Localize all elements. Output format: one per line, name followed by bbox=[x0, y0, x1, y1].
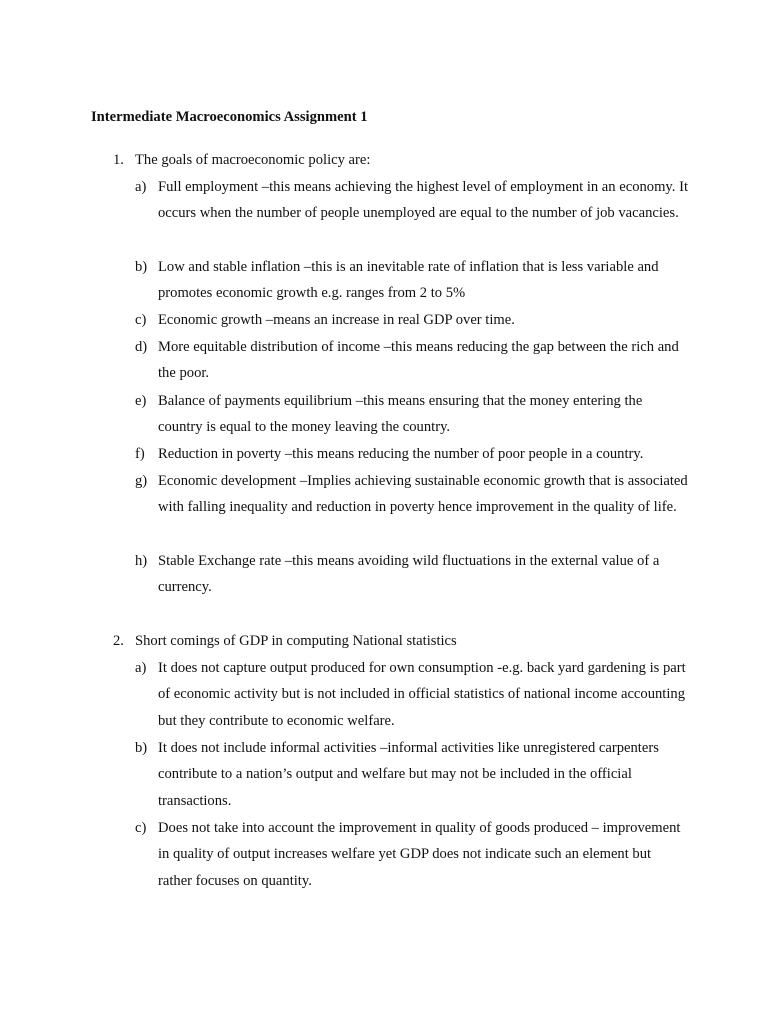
item-letter: d) bbox=[135, 339, 148, 355]
item-letter: b) bbox=[135, 259, 148, 275]
item-text: Low and stable inflation –this is an inevitable rate of inflation that is less variable and promotes economic growth e.g. ranges from 2 to 5% bbox=[158, 258, 659, 302]
item-text: It does not capture output produced for own consumption -e.g. back yard gardening is part of economic activity but is not included in official statistics of national income accounting but they contribute to economic welfare. bbox=[158, 659, 686, 730]
item-text: Balance of payments equilibrium –this means ensuring that the money entering the country is equal to the money leaving the country. bbox=[158, 392, 643, 436]
item-text: Economic development –Implies achieving sustainable economic growth that is associated with falling inequality and reduction in poverty hence improvement in the quality of life. bbox=[158, 472, 688, 516]
item-letter: a) bbox=[135, 179, 147, 195]
question-number: 1. bbox=[113, 152, 124, 168]
item-text: Stable Exchange rate –this means avoiding wild fluctuations in the external value of a currency. bbox=[158, 552, 660, 596]
question-number: 2. bbox=[113, 633, 124, 649]
item-letter: h) bbox=[135, 553, 148, 569]
item-letter: g) bbox=[135, 473, 148, 489]
item-letter: c) bbox=[135, 312, 147, 328]
document-title: Intermediate Macroeconomics Assignment 1 bbox=[91, 109, 368, 125]
item-text: Economic growth –means an increase in real GDP over time. bbox=[158, 311, 515, 328]
item-letter: b) bbox=[135, 740, 148, 756]
question-text: The goals of macroeconomic policy are: bbox=[135, 152, 371, 168]
item-text: Reduction in poverty –this means reducing the number of poor people in a country. bbox=[158, 445, 644, 462]
item-text: Does not take into account the improvement in quality of goods produced – improvement in quality of output increases welfare yet GDP does not indicate such an element but rather focuses on quantity. bbox=[158, 819, 681, 890]
item-letter: e) bbox=[135, 393, 147, 409]
question-text: Short comings of GDP in computing National statistics bbox=[135, 633, 457, 649]
item-text: More equitable distribution of income –this means reducing the gap between the rich and the poor. bbox=[158, 338, 679, 382]
item-letter: a) bbox=[135, 660, 147, 676]
item-letter: c) bbox=[135, 820, 147, 836]
item-text: Full employment –this means achieving the highest level of employment in an economy. It occurs when the number of people unemployed are equal to the number of job vacancies. bbox=[158, 178, 688, 222]
item-letter: f) bbox=[135, 446, 145, 462]
item-text: It does not include informal activities –informal activities like unregistered carpenters contribute to a nation’s output and welfare but may not be included in the official transactions. bbox=[158, 739, 659, 810]
